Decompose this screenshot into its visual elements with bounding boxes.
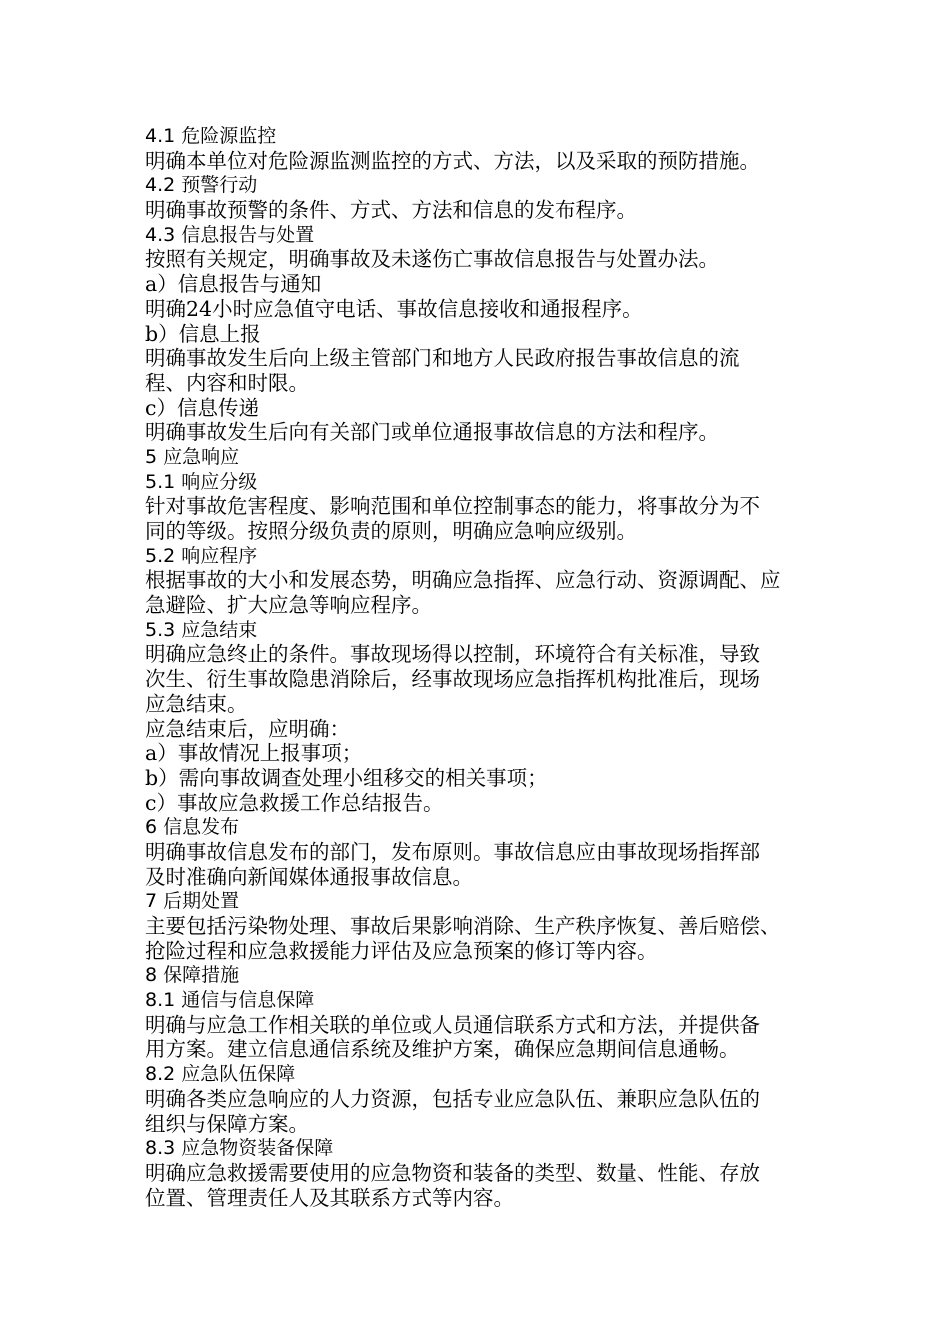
paragraph-line: 抢险过程和应急救援能力评估及应急预案的修订等内容。: [145, 938, 658, 963]
paragraph-line: 按照有关规定，明确事故及未遂伤亡事故信息报告与处置办法。: [145, 247, 719, 272]
section-heading: 8.1 通信与信息保障: [145, 989, 315, 1012]
section-heading: 8.3 应急物资装备保障: [145, 1137, 334, 1160]
paragraph-line: 明确事故发生后向上级主管部门和地方人民政府报告事故信息的流: [145, 346, 740, 371]
section-heading: 4.1 危险源监控: [145, 125, 277, 147]
section-heading: 5 应急响应: [145, 445, 240, 468]
list-item: b）信息上报: [145, 321, 261, 346]
section-heading: 4.3 信息报告与处置: [145, 223, 315, 246]
document-page: [145, 124, 825, 1210]
section-heading: 8 保障措施: [145, 964, 240, 987]
paragraph-line: 明确事故发生后向有关部门或单位通报事故信息的方法和程序。: [145, 420, 719, 445]
paragraph-line: 组织与保障方案。: [145, 1111, 309, 1136]
paragraph-line: 同的等级。按照分级负责的原则，明确应急响应级别。: [145, 519, 637, 543]
section-heading: 5.3 应急结束: [145, 618, 258, 641]
section-heading: 8.2 应急队伍保障: [145, 1063, 296, 1086]
paragraph-line: 明确24小时应急值守电话、事故信息接收和通报程序。: [145, 296, 643, 321]
paragraph-line: 程、内容和时限。: [145, 370, 309, 395]
list-item: c）信息传递: [145, 395, 259, 420]
section-heading: 7 后期处置: [145, 890, 240, 913]
list-item: b）需向事故调查处理小组移交的相关事项；: [145, 765, 548, 790]
paragraph-line: 明确各类应急响应的人力资源，包括专业应急队伍、兼职应急队伍的: [145, 1086, 760, 1111]
paragraph-line: 明确事故信息发布的部门，发布原则。事故信息应由事故现场指挥部: [145, 839, 760, 864]
list-item: a）信息报告与通知: [145, 272, 322, 297]
paragraph-line: 急避险、扩大应急等响应程序。: [145, 593, 432, 618]
paragraph-line: 次生、衍生事故隐患消除后，经事故现场应急指挥机构批准后，现场: [145, 667, 760, 692]
paragraph-line: 位置、管理责任人及其联系方式等内容。: [145, 1185, 514, 1210]
section-heading: 5.1 响应分级: [145, 470, 258, 493]
paragraph-line: 应急结束后，应明确：: [145, 716, 350, 741]
section-heading: 4.2 预警行动: [145, 174, 258, 197]
paragraph-line: 针对事故危害程度、影响范围和单位控制事态的能力，将事故分为不: [145, 494, 760, 519]
paragraph-line: 主要包括污染物处理、事故后果影响消除、生产秩序恢复、善后赔偿、: [145, 914, 781, 938]
paragraph-line: 明确本单位对危险源监测监控的方式、方法，以及采取的预防措施。: [145, 148, 760, 173]
paragraph-line: 明确应急救援需要使用的应急物资和装备的类型、数量、性能、存放: [145, 1160, 760, 1185]
paragraph-line: 明确事故预警的条件、方式、方法和信息的发布程序。: [145, 198, 637, 223]
paragraph-line: 明确应急终止的条件。事故现场得以控制，环境符合有关标准，导致: [145, 642, 760, 667]
paragraph-line: 应急结束。: [145, 691, 248, 716]
paragraph-line: 及时准确向新闻媒体通报事故信息。: [145, 864, 473, 889]
section-heading: 6 信息发布: [145, 816, 240, 839]
paragraph-line: 明确与应急工作相关联的单位或人员通信联系方式和方法，并提供备: [145, 1012, 760, 1037]
section-heading: 5.2 响应程序: [145, 544, 258, 567]
list-item: c）事故应急救援工作总结报告。: [145, 790, 444, 815]
paragraph-line: 用方案。建立信息通信系统及维护方案，确保应急期间信息通畅。: [145, 1037, 740, 1062]
list-item: a）事故情况上报事项；: [145, 741, 363, 766]
paragraph-line: 根据事故的大小和发展态势，明确应急指挥、应急行动、资源调配、应: [145, 568, 781, 593]
